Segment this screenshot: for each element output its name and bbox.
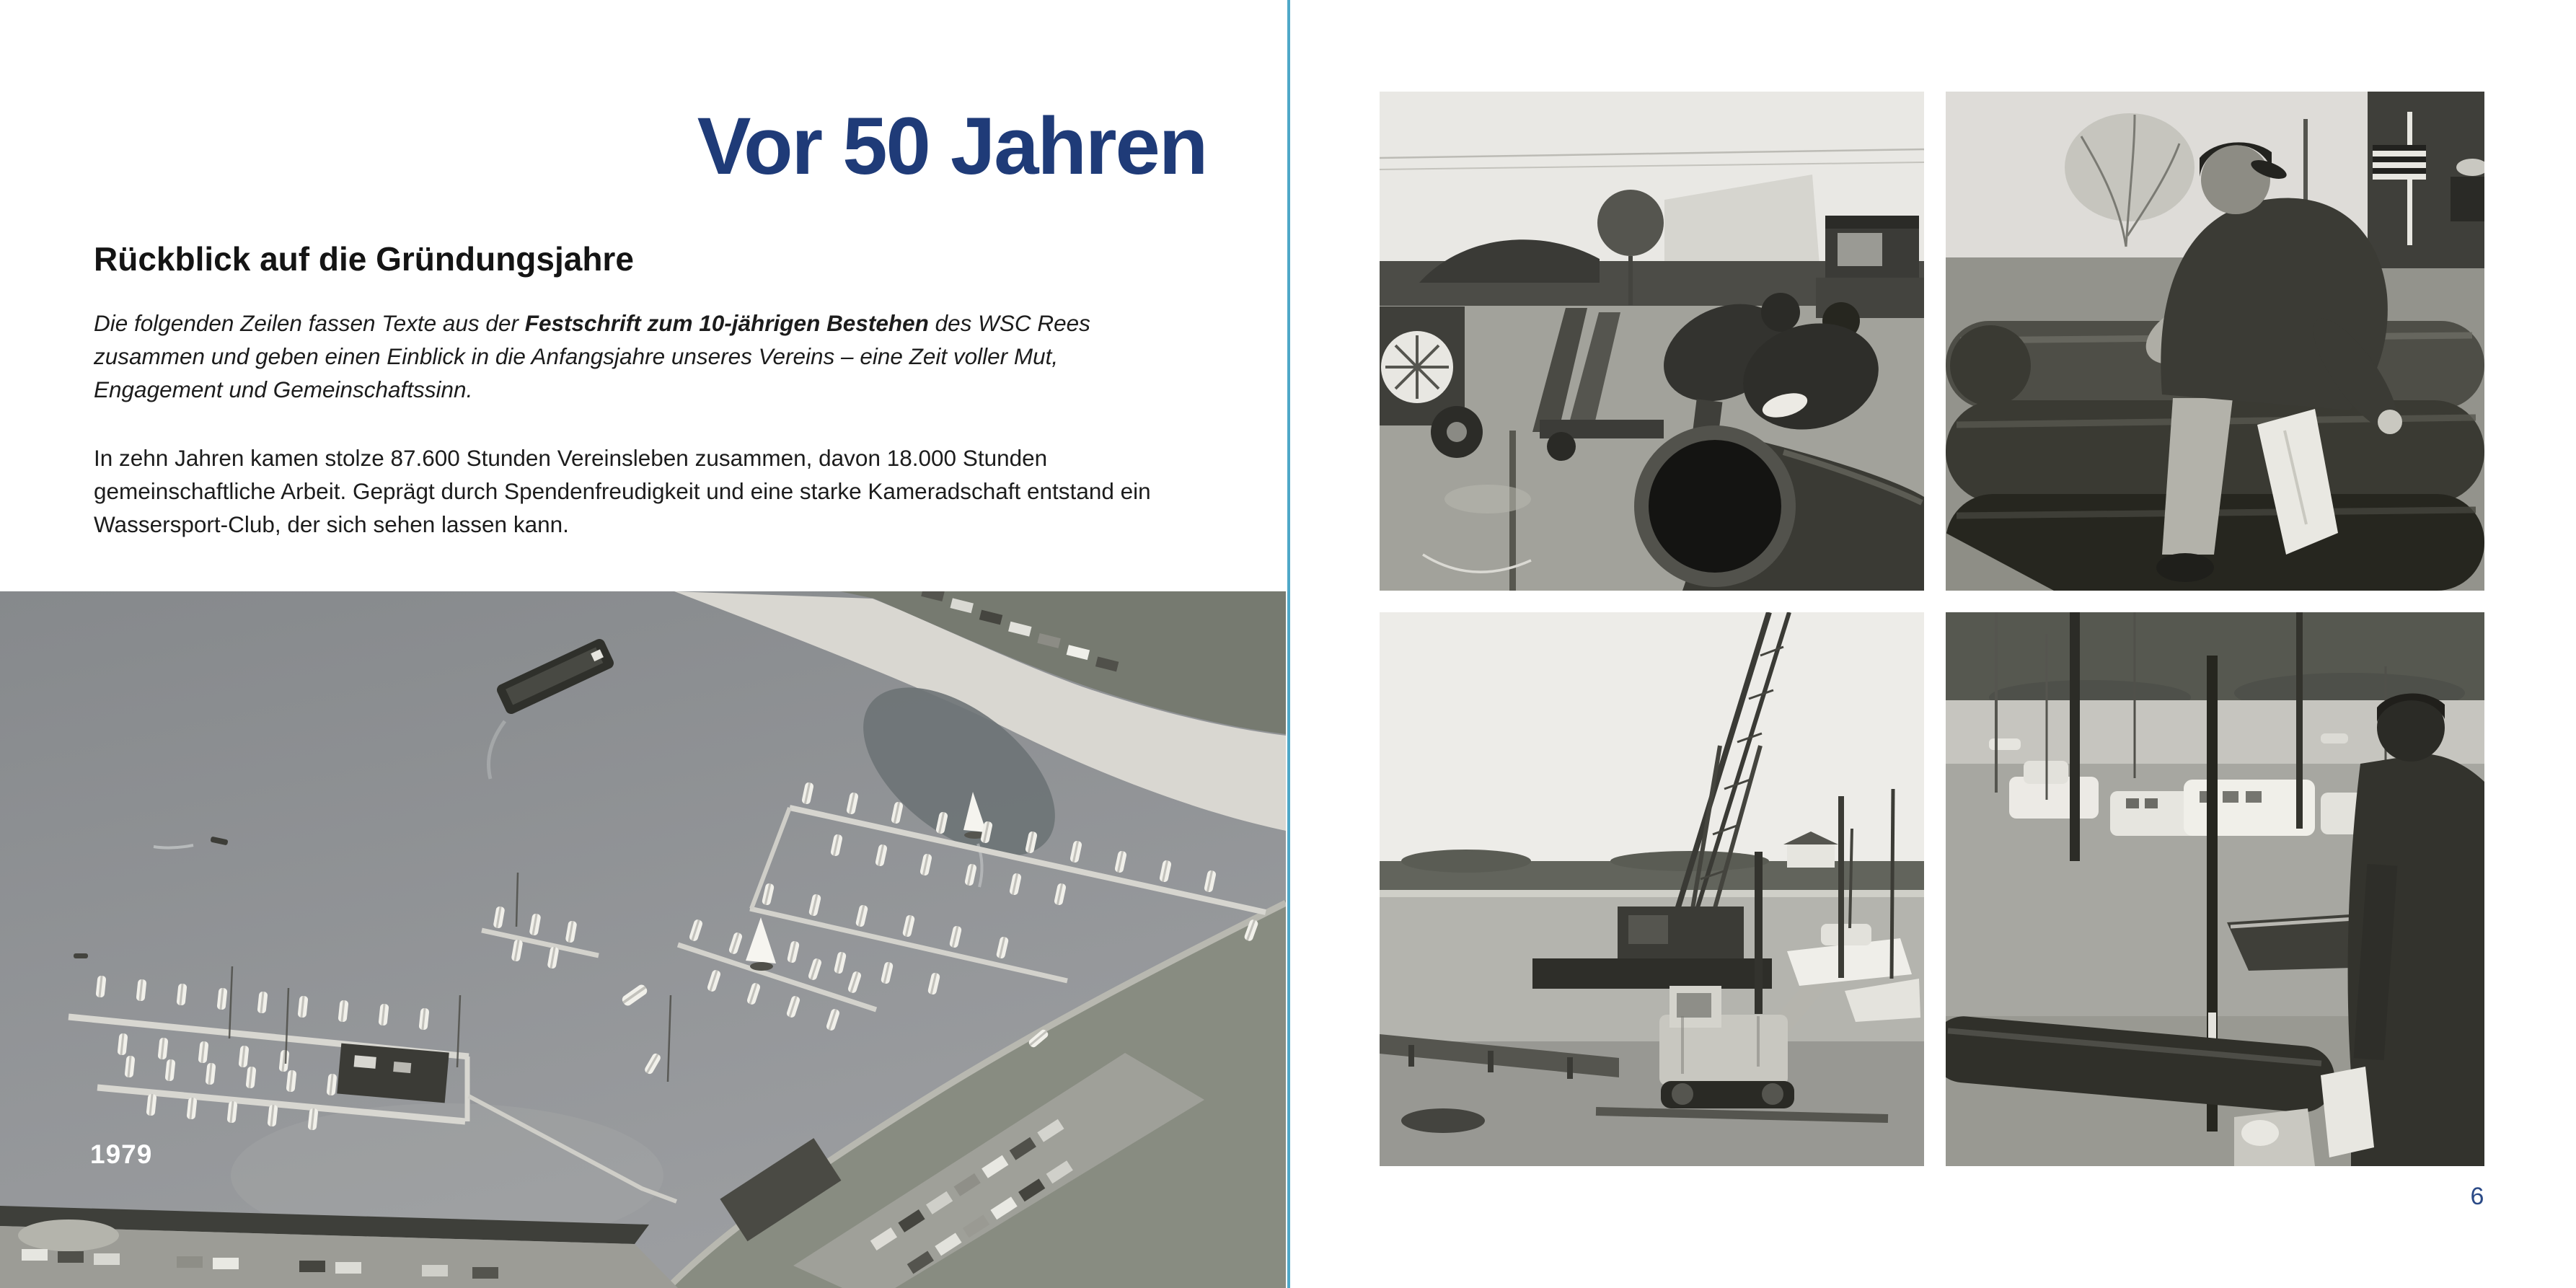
intro-text-pre: Die folgenden Zeilen fassen Texte aus der [94, 309, 525, 336]
intro-text-post: des WSC Rees zusammen und geben einen Einblick in die Anfangsjahre unseres Vereins – eine Zeit voller Mut, Engagement und Gemeinschaftssinn. [94, 309, 1090, 402]
photo-year-label: 1979 [90, 1139, 153, 1169]
workers-pipe-illustration [1380, 92, 1924, 591]
harbour-person-illustration [1946, 612, 2484, 1166]
rowboat [1401, 1108, 1485, 1133]
page-divider-line [1287, 0, 1290, 1288]
photo-harbour-person [1946, 612, 2484, 1166]
intro-paragraph [94, 306, 1172, 406]
ship-superstructure [2368, 92, 2484, 268]
photo-aerial-marina-1979 [0, 591, 1286, 1288]
crane-pontoon-illustration [1380, 612, 1924, 1166]
striped-flag [2373, 145, 2426, 180]
body-paragraph: In zehn Jahren kamen stolze 87.600 Stunden Vereinsleben zusammen, davon 18.000 Stunden gemeinschaftliche Arbeit. Geprägt durch Spendenfreudigkeit und eine starke Kameradschaft entstand ein Wassersport-Club, der sich sehen lassen kann. [94, 444, 1151, 537]
man-on-pipes-illustration [1946, 92, 2484, 591]
white-bag [2321, 1067, 2374, 1157]
floating-clubhouse [337, 1044, 449, 1103]
aerial-marina-illustration [0, 591, 1286, 1288]
page-number: 6 [2470, 1183, 2484, 1210]
photo-crane-pontoon [1380, 612, 1924, 1166]
page-title: Vor 50 Jahren [697, 101, 1207, 192]
photo-man-on-pipes [1946, 92, 2484, 591]
photo-workers-pipe [1380, 92, 1924, 591]
section-heading: Rückblick auf die Gründungsjahre [94, 240, 634, 278]
intro-text-bold: Festschrift zum 10-jährigen Bestehen [524, 309, 929, 336]
